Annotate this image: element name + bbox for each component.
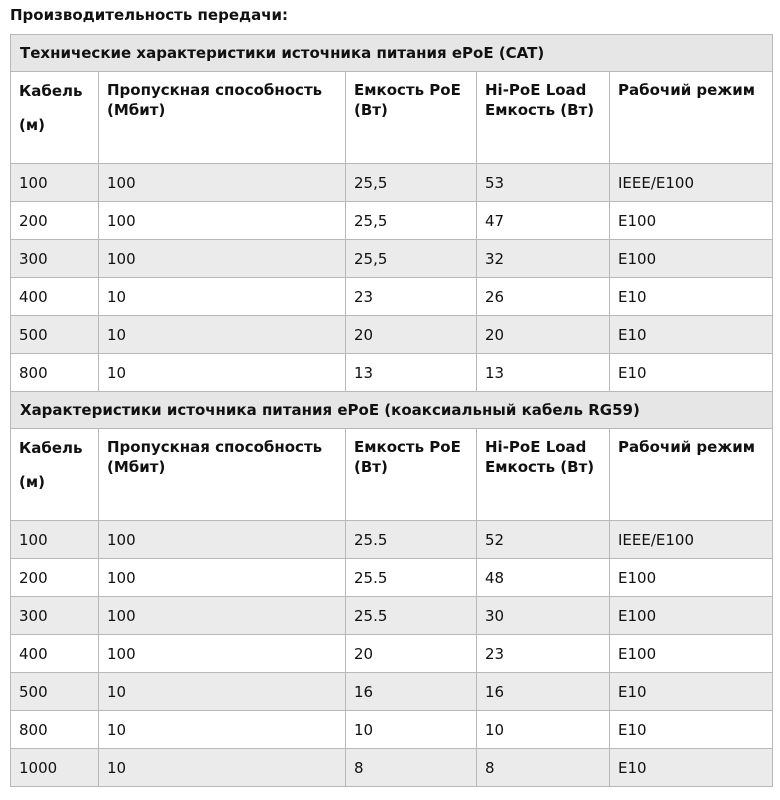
section-title-row [11,35,773,72]
cell-operating-mode: E100 [610,597,773,635]
header-operating-mode: Рабочий режим [610,429,773,521]
cell-hipoe-capacity: 48 [477,559,610,597]
cell-bandwidth: 10 [99,711,346,749]
cell-operating-mode: E10 [610,354,773,392]
cell-cable-length: 100 [11,521,99,559]
table-row [11,635,773,673]
cell-bandwidth: 10 [99,316,346,354]
cell-hipoe-capacity: 47 [477,202,610,240]
cell-cable-length: 200 [11,559,99,597]
cell-operating-mode: E100 [610,202,773,240]
cell-operating-mode: E10 [610,673,773,711]
cell-cable-length: 800 [11,711,99,749]
cell-poe-capacity: 25.5 [346,597,477,635]
header-hipoe-capacity: Hi-PoE Load Емкость (Вт) [477,429,610,521]
header-cable [11,429,99,521]
spec-table [10,34,773,787]
cell-poe-capacity: 20 [346,316,477,354]
table-row [11,240,773,278]
header-cable-line: Кабель [19,82,83,100]
header-hipoe-capacity: Hi-PoE Load Емкость (Вт) [477,72,610,164]
table-row [11,316,773,354]
cell-cable-length: 800 [11,354,99,392]
cell-hipoe-capacity: 32 [477,240,610,278]
cell-bandwidth: 100 [99,559,346,597]
cell-hipoe-capacity: 23 [477,635,610,673]
section-title-row [11,392,773,429]
table-row [11,559,773,597]
cell-poe-capacity: 25.5 [346,521,477,559]
cell-cable-length: 200 [11,202,99,240]
cell-hipoe-capacity: 10 [477,711,610,749]
header-bandwidth: Пропускная способность (Мбит) [99,72,346,164]
cell-operating-mode: E10 [610,749,773,787]
cell-hipoe-capacity: 13 [477,354,610,392]
cell-cable-length: 300 [11,597,99,635]
cell-poe-capacity: 25.5 [346,559,477,597]
cell-hipoe-capacity: 30 [477,597,610,635]
table-row [11,278,773,316]
header-operating-mode: Рабочий режим [610,72,773,164]
header-cable-line: Кабель [19,439,83,457]
header-cable-line: (м) [19,116,45,134]
cell-bandwidth: 100 [99,202,346,240]
cell-poe-capacity: 10 [346,711,477,749]
cell-operating-mode: E100 [610,635,773,673]
cell-poe-capacity: 13 [346,354,477,392]
cell-operating-mode: E10 [610,316,773,354]
cell-cable-length: 400 [11,278,99,316]
table-row [11,354,773,392]
cell-bandwidth: 10 [99,749,346,787]
cell-bandwidth: 10 [99,354,346,392]
cell-cable-length: 500 [11,673,99,711]
table-row [11,597,773,635]
cell-hipoe-capacity: 53 [477,164,610,202]
cell-operating-mode: E10 [610,278,773,316]
cell-operating-mode: E100 [610,240,773,278]
table-row [11,521,773,559]
cell-operating-mode: IEEE/E100 [610,521,773,559]
cell-cable-length: 1000 [11,749,99,787]
table-row [11,202,773,240]
table-row [11,673,773,711]
cell-hipoe-capacity: 8 [477,749,610,787]
cell-cable-length: 400 [11,635,99,673]
header-cable-line: (м) [19,473,45,491]
table-row [11,711,773,749]
cell-operating-mode: E10 [610,711,773,749]
cell-bandwidth: 100 [99,164,346,202]
table-row [11,749,773,787]
cell-poe-capacity: 25,5 [346,164,477,202]
cell-poe-capacity: 23 [346,278,477,316]
cell-poe-capacity: 25,5 [346,202,477,240]
cell-poe-capacity: 25,5 [346,240,477,278]
table-row [11,164,773,202]
cell-poe-capacity: 20 [346,635,477,673]
cell-poe-capacity: 8 [346,749,477,787]
cell-bandwidth: 100 [99,635,346,673]
section-title: Характеристики источника питания ePoE (коаксиальный кабель RG59) [11,392,773,429]
cell-cable-length: 500 [11,316,99,354]
header-bandwidth: Пропускная способность (Мбит) [99,429,346,521]
cell-operating-mode: E100 [610,559,773,597]
cell-bandwidth: 10 [99,673,346,711]
header-cable [11,72,99,164]
cell-bandwidth: 100 [99,521,346,559]
cell-bandwidth: 10 [99,278,346,316]
header-row [11,72,773,164]
header-poe-capacity: Емкость PoE (Вт) [346,429,477,521]
cell-poe-capacity: 16 [346,673,477,711]
cell-hipoe-capacity: 16 [477,673,610,711]
cell-cable-length: 100 [11,164,99,202]
header-poe-capacity: Емкость PoE (Вт) [346,72,477,164]
cell-cable-length: 300 [11,240,99,278]
page-heading: Производительность передачи: [10,6,289,24]
cell-bandwidth: 100 [99,597,346,635]
header-row [11,429,773,521]
section-title: Технические характеристики источника питания ePoE (CAT) [11,35,773,72]
cell-hipoe-capacity: 52 [477,521,610,559]
cell-bandwidth: 100 [99,240,346,278]
cell-hipoe-capacity: 26 [477,278,610,316]
cell-operating-mode: IEEE/E100 [610,164,773,202]
cell-hipoe-capacity: 20 [477,316,610,354]
